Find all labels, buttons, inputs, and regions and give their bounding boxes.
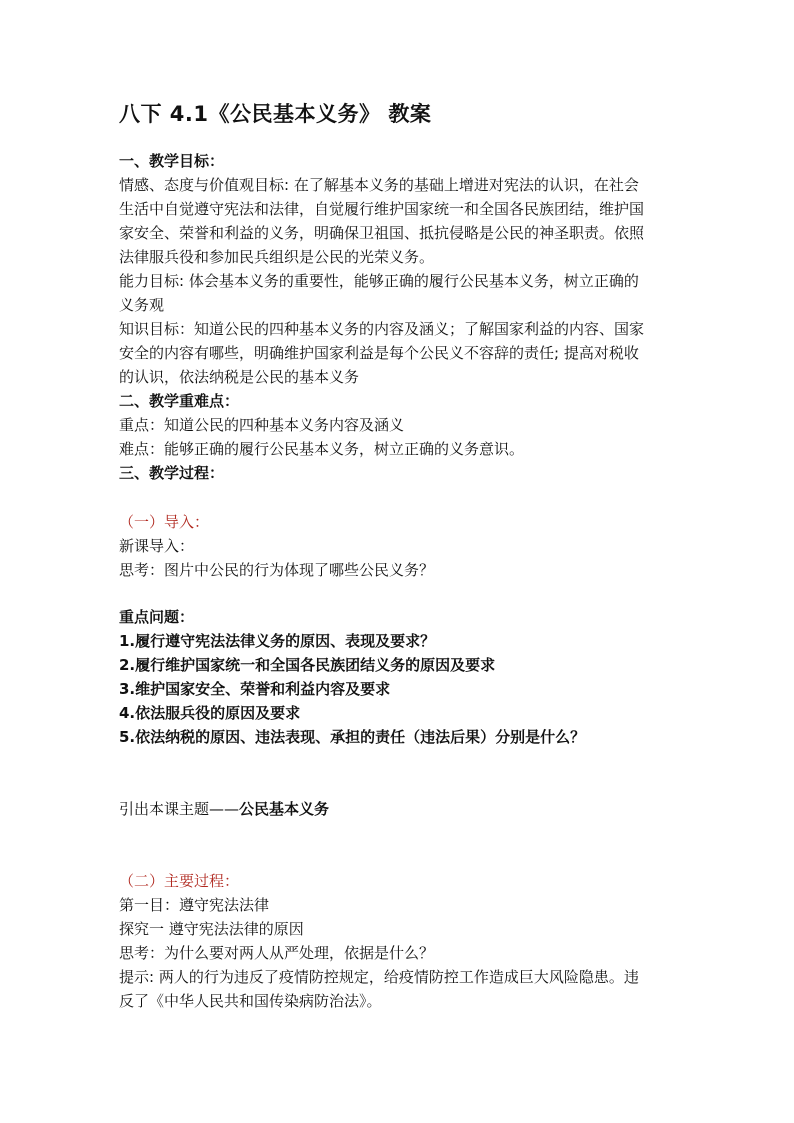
section-teaching-goals	[119, 149, 679, 485]
paragraph-line: 能力目标: 体会基本义务的重要性，能够正确的履行公民基本义务，树立正确的	[119, 272, 639, 290]
list-item: 1.履行遵守宪法法律义务的原因、表现及要求？	[119, 632, 436, 650]
list-item: 2.履行维护国家统一和全国各民族团结义务的原因及要求	[119, 656, 496, 674]
paragraph-line: 难点：能够正确的履行公民基本义务，树立正确的义务意识。	[119, 440, 525, 458]
theme-line	[119, 797, 679, 821]
key-questions-heading: 重点问题：	[119, 608, 195, 626]
paragraph-line: 法律服兵役和参加民兵组织是公民的光荣义务。	[119, 248, 435, 266]
lesson-theme	[119, 797, 679, 821]
paragraph-line: 反了《中华人民共和国传染病防治法》。	[119, 992, 382, 1010]
paragraph-line: 安全的内容有哪些，明确维护国家利益是每个公民义不容辞的责任; 提高对税收	[119, 344, 639, 362]
subsection-heading: （一）导入：	[119, 513, 210, 531]
paragraph-line: 的认识，依法纳税是公民的基本义务	[119, 368, 360, 386]
paragraph-line: 义务观	[119, 296, 165, 314]
list-item: 5.依法纳税的原因、违法表现、承担的责任（违法后果）分别是什么？	[119, 728, 586, 746]
section-main-process	[119, 869, 679, 1013]
section-intro	[119, 510, 679, 582]
document-title: 八下 4.1《公民基本义务》 教案	[119, 102, 432, 126]
paragraph-line: 思考：图片中公民的行为体现了哪些公民义务？	[119, 561, 435, 579]
paragraph-line: 第一目：遵守宪法法律	[119, 896, 270, 914]
paragraph-line: 情感、态度与价值观目标: 在了解基本义务的基础上增进对宪法的认识，在社会	[119, 176, 639, 194]
section-heading: 二、教学重难点：	[119, 392, 240, 410]
section-key-questions	[119, 605, 679, 749]
list-item: 3.维护国家安全、荣誉和利益内容及要求	[119, 680, 391, 698]
section-heading: 一、教学目标：	[119, 152, 225, 170]
paragraph-line: 家安全、荣誉和利益的义务，明确保卫祖国、抵抗侵略是公民的神圣职责。依照	[119, 224, 645, 242]
paragraph-line: 探究一 遵守宪法法律的原因	[119, 920, 304, 938]
paragraph-line: 新课导入：	[119, 537, 195, 555]
theme-title: 公民基本义务	[239, 800, 330, 818]
paragraph-line: 提示: 两人的行为违反了疫情防控规定，给疫情防控工作造成巨大风险隐患。违	[119, 968, 639, 986]
section-heading: 三、教学过程：	[119, 464, 225, 482]
list-item: 4.依法服兵役的原因及要求	[119, 704, 301, 722]
paragraph-line: 知识目标：知道公民的四种基本义务的内容及涵义；了解国家利益的内容、国家	[119, 320, 645, 338]
paragraph-line: 思考：为什么要对两人从严处理，依据是什么？	[119, 944, 435, 962]
subsection-heading: （二）主要过程：	[119, 872, 240, 890]
paragraph-line: 重点：知道公民的四种基本义务内容及涵义	[119, 416, 405, 434]
theme-prefix: 引出本课主题——	[119, 800, 240, 818]
paragraph-line: 生活中自觉遵守宪法和法律，自觉履行维护国家统一和全国各民族团结，维护国	[119, 200, 645, 218]
